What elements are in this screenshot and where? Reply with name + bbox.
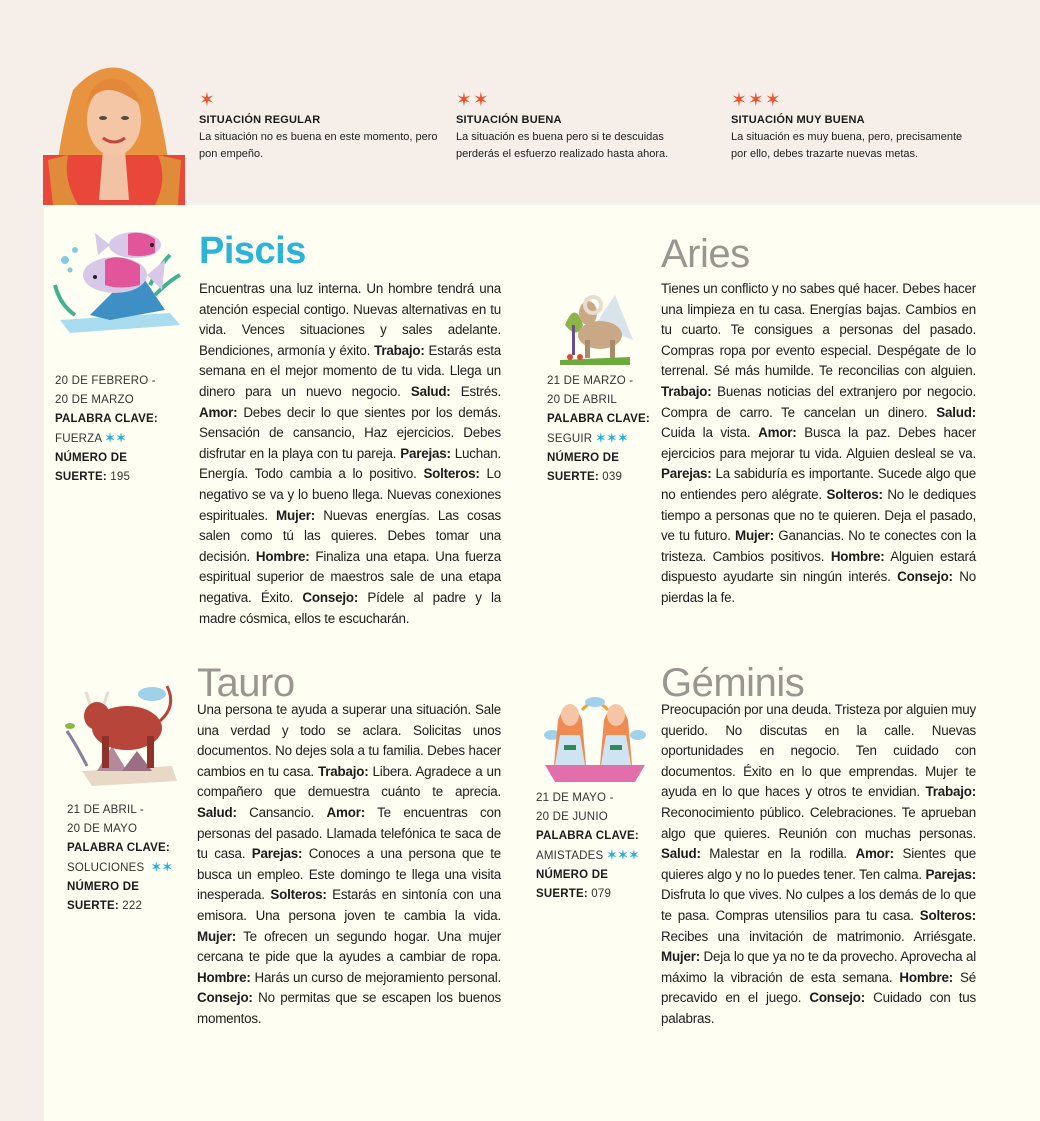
- tauro-meta: [67, 801, 192, 916]
- keyword-value: SEGUIR: [547, 433, 593, 445]
- lucky-label: NÚMERO DE: [536, 869, 609, 881]
- lucky-number: 079: [591, 888, 612, 900]
- section-label: Salud:: [410, 383, 451, 399]
- section-label: Solteros:: [826, 486, 883, 502]
- legend-buena: [456, 92, 706, 163]
- sign-title: Géminis: [661, 661, 805, 705]
- section-label: Salud:: [936, 404, 976, 420]
- lucky-number: 222: [122, 900, 143, 912]
- sign-body: Preocupación por una deuda. Tristeza por alguien muy querido. No discutas en la calle. Nuevas oportunidades en negocio. Ten cuidado con documentos. Éxito en lo que emprendas. Mujer te ayuda en lo que haces y otros te envidian. Trabajo: Reconocimiento público. Celebraciones. Te aprueban algo que quieres. Reunión con muchas personas. Salud: Malestar en la rodilla. Amor: Sientes que quieres algo y no lo puedes tener. Ten calma. Parejas: Disfruta lo que vives. No culpes a los demás de lo que te pasa. Compras utensilios para tu casa. Solteros: Recibes una invitación de matrimonio. Arriésgate. Mujer: Deja lo que ya no te da provecho. Aprovecha al máximo la vibración de esta semana. Hombre: Sé precavido en el juego. Consejo: Cuidado con tus palabras.: [661, 702, 977, 1026]
- section-label: Hombre:: [255, 548, 310, 564]
- section-label: Parejas:: [925, 866, 976, 882]
- section-label: Mujer:: [197, 928, 236, 944]
- section-label: Hombre:: [899, 969, 954, 985]
- section-label: Salud:: [661, 846, 701, 862]
- astrologer-photo: [43, 50, 185, 205]
- section-label: Mujer:: [276, 507, 316, 523]
- rating-stars-icon: ✶✶✶: [595, 431, 629, 445]
- taurus-bull-icon: [62, 676, 182, 791]
- section-label: Trabajo:: [925, 784, 976, 800]
- sign-title: Piscis: [199, 230, 306, 272]
- keyword-value: AMISTADES: [536, 850, 604, 862]
- legend-desc: La situación es muy buena, pero, precisamente por ello, debes trazarte nuevas metas.: [731, 131, 963, 160]
- legend-title: SITUACIÓN MUY BUENA: [731, 114, 865, 126]
- date-range-start: 21 DE MARZO -: [547, 375, 634, 387]
- section-label: Trabajo:: [374, 342, 425, 358]
- sign-body: Encuentras una luz interna. Un hombre tendrá una atención especial contigo. Nuevas alternativas en tu vida. Vences situaciones y sales adelante. Bendiciones, armonía y éxito. Trabajo: Estarás esta semana en el mejor momento de tu vida. Llega un dinero para un nuevo negocio. Salud: Estrés. Amor: Debes decir lo que sientes por los demás. Sensación de cansancio, Haz ejercicios. Debes disfrutar en la playa con tu pareja. Parejas: Luchan. Energía. Todo cambia a lo positivo. Solteros: Lo negativo se va y lo bueno llega. Nuevas conexiones espirituales. Mujer: Nuevas energías. Las cosas salen como tú las quieres. Debes tomar una decisión. Hombre: Finaliza una etapa. Una fuerza espiritual superior de maestros sale de una etapa negativa. Éxito. Consejo: Pídele al padre y la madre cósmica, ellos te escucharán.: [199, 281, 501, 626]
- section-label: Amor:: [326, 804, 365, 820]
- sign-title: Tauro: [197, 661, 295, 705]
- date-range-start: 21 DE ABRIL -: [67, 804, 144, 816]
- star-icon: ✶: [199, 90, 216, 111]
- section-label: Salud:: [197, 804, 237, 820]
- header: [0, 0, 1040, 205]
- lucky-label: NÚMERO DE: [67, 881, 140, 893]
- sign-body: Una persona te ayuda a superar una situación. Sale una verdad y todo se aclara. Solicitas unos documentos. No dejes sola a tu familia. Debes hacer cambios en tu casa. Trabajo: Libera. Agradece a un compañero que demuestra cuánto te aprecia. Salud: Cansancio. Amor: Te encuentras con personas del pasado. Llamada telefónica te saca de tu casa. Parejas: Conoces a una persona que te busca un empleo. Este domingo te llega una visita inesperada. Solteros: Estarás en sintonía con una emisora. Una persona joven te cambia la vida. Mujer: Te ofrecen un segundo hogar. Una mujer cercana te pide que la ayudes a cambiar de ropa. Hombre: Harás un curso de mejoramiento personal. Consejo: No permitas que se escapen los buenos momentos.: [197, 702, 501, 1026]
- rating-stars-icon: ✶✶: [151, 860, 174, 874]
- section-label: Consejo:: [809, 990, 866, 1006]
- rating-stars-icon: ✶✶✶: [606, 848, 640, 862]
- keyword-value: FUERZA: [55, 433, 102, 445]
- legend-desc: La situación no es buena en este momento, pero pon empeño.: [199, 131, 438, 160]
- keyword-label: PALABRA CLAVE:: [536, 830, 639, 842]
- legend-muy-buena: [731, 92, 971, 163]
- rating-stars-icon: ✶✶: [104, 431, 128, 445]
- section-label: Trabajo:: [317, 763, 369, 779]
- date-range-end: 20 DE MARZO: [55, 394, 134, 406]
- lucky-label-2: SUERTE:: [67, 900, 119, 912]
- section-label: Mujer:: [734, 528, 774, 544]
- section-label: Mujer:: [661, 949, 700, 965]
- date-range-start: 21 DE MAYO -: [536, 792, 614, 804]
- keyword-label: PALABRA CLAVE:: [67, 842, 170, 854]
- section-label: Solteros:: [919, 907, 976, 923]
- aries-ram-icon: [555, 285, 635, 370]
- section-label: Amor:: [199, 404, 238, 420]
- gemini-twins-icon: [540, 690, 650, 790]
- pisces-fish-icon: [50, 225, 190, 340]
- lucky-label-2: SUERTE:: [536, 888, 588, 900]
- section-label: Hombre:: [830, 548, 885, 564]
- star-icon: ✶✶✶: [731, 90, 782, 111]
- section-label: Parejas:: [661, 466, 712, 482]
- section-label: Parejas:: [251, 846, 303, 862]
- section-label: Trabajo:: [661, 383, 712, 399]
- star-icon: ✶✶: [456, 90, 490, 111]
- section-label: Consejo:: [197, 990, 253, 1006]
- section-label: Amor:: [758, 425, 797, 441]
- section-label: Solteros:: [270, 887, 327, 903]
- aries-meta: [547, 372, 662, 487]
- section-label: Amor:: [855, 846, 894, 862]
- legend-desc: La situación es buena pero si te descuidas perderás el esfuerzo realizado hasta ahora.: [456, 131, 669, 160]
- section-label: Parejas:: [400, 445, 451, 461]
- section-label: Hombre:: [197, 969, 251, 985]
- date-range-end: 20 DE ABRIL: [547, 394, 617, 406]
- lucky-label: NÚMERO DE: [55, 452, 128, 464]
- section-label: Consejo:: [302, 589, 359, 605]
- lucky-number: 039: [602, 471, 623, 483]
- keyword-label: PALABRA CLAVE:: [547, 413, 650, 425]
- lucky-label: NÚMERO DE: [547, 452, 620, 464]
- piscis-meta: [55, 372, 185, 487]
- section-label: Consejo:: [897, 569, 953, 585]
- lucky-label-2: SUERTE:: [547, 471, 599, 483]
- date-range-start: 20 DE FEBRERO -: [55, 375, 156, 387]
- lucky-number: 195: [110, 471, 131, 483]
- section-label: Solteros:: [423, 466, 480, 482]
- keyword-label: PALABRA CLAVE:: [55, 413, 158, 425]
- legend-title: SITUACIÓN BUENA: [456, 114, 562, 126]
- date-range-end: 20 DE MAYO: [67, 823, 138, 835]
- date-range-end: 20 DE JUNIO: [536, 811, 608, 823]
- geminis-meta: [536, 789, 658, 904]
- lucky-label-2: SUERTE:: [55, 471, 107, 483]
- legend-regular: [199, 92, 439, 163]
- sign-title: Aries: [661, 232, 750, 276]
- sign-body: Tienes un conflicto y no sabes qué hacer. Debes hacer una limpieza en tu casa. Energías bajas. Cambios en tu cuarto. Te consigues a personas del pasado. Compras ropa por evento especial. Despégate de lo terrenal. Sé más humilde. Te reconcilias con alguien. Trabajo: Buenas noticias del extranjero por negocio. Compra de carro. Te cancelan un dinero. Salud: Cuida la vista. Amor: Busca la paz. Debes hacer ejercicios para mejorar tu vida. Alguien desleal se va. Parejas: La sabiduría es importante. Sucede algo que no entiendes pero alégrate. Solteros: No le dediques tiempo a personas que no te quieren. Deja el pasado, ve tu futuro. Mujer: Ganancias. No te conectes con la tristeza. Cambios positivos. Hombre: Alguien estará dispuesto ayudarte sin ningún interés. Consejo: No pierdas la fe.: [661, 281, 976, 605]
- keyword-value: SOLUCIONES: [67, 862, 145, 874]
- legend-title: SITUACIÓN REGULAR: [199, 114, 321, 126]
